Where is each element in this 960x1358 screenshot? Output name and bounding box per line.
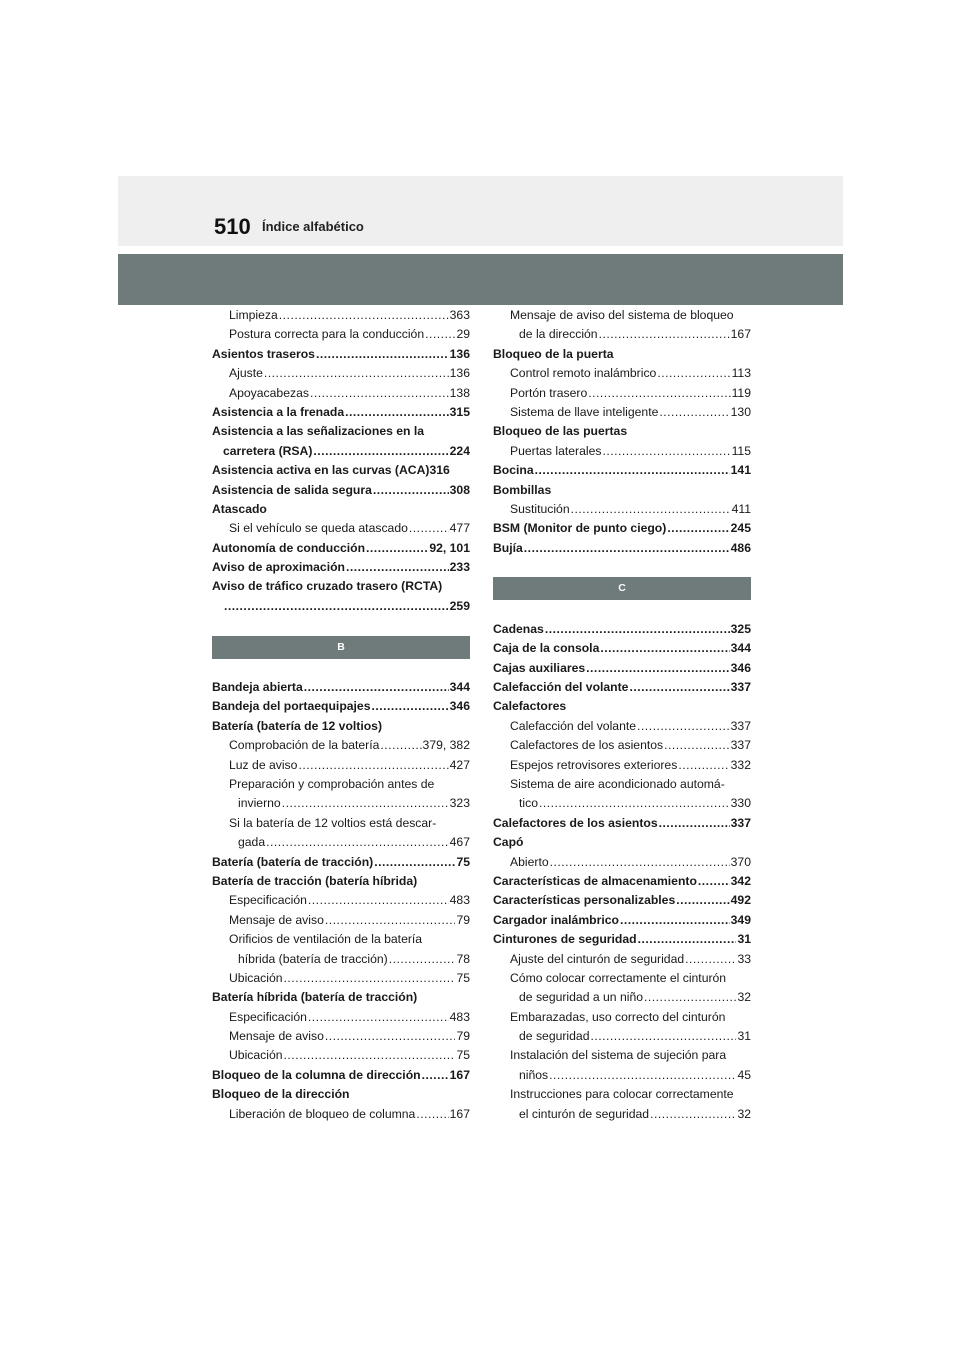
page-number: 510 [214, 214, 251, 239]
entry-page: 323 [449, 796, 470, 811]
dot-leader [535, 461, 730, 480]
index-entry [212, 717, 470, 736]
entry-page: 167 [449, 1106, 470, 1121]
dot-leader [676, 891, 729, 910]
entry-term: Mensaje de aviso del sistema de bloqueo [510, 308, 734, 322]
index-entry [212, 853, 470, 872]
index-entry [493, 678, 751, 697]
entry-page: 167 [449, 1067, 470, 1082]
entry-term: Sistema de llave inteligente [510, 404, 659, 419]
entry-term: Bloqueo de la dirección [212, 1087, 350, 1102]
dot-leader [659, 814, 730, 833]
entry-page: 130 [730, 404, 751, 419]
entry-term: Batería de tracción (batería híbrida) [212, 873, 418, 888]
entry-term: híbrida (batería de tracción) [238, 951, 388, 966]
entry-term: gada [238, 835, 266, 850]
entry-term: Limpieza [229, 308, 278, 322]
entry-term: Mensaje de aviso [229, 1029, 324, 1044]
entry-term: Espejos retrovisores exteriores [510, 757, 678, 772]
header-dark-band [118, 254, 843, 305]
dot-leader [371, 697, 448, 716]
entry-page: 315 [449, 404, 470, 419]
dot-leader [325, 911, 456, 930]
entry-term: Portón trasero [510, 385, 588, 400]
index-entry [212, 558, 470, 577]
entry-page: 119 [731, 385, 751, 400]
index-entry [493, 794, 751, 813]
index-entry [493, 500, 751, 519]
entry-page: 136 [449, 366, 470, 381]
entry-term: de seguridad a un niño [519, 990, 644, 1005]
entry-page: 224 [449, 443, 470, 458]
entry-page: 337 [730, 718, 751, 733]
index-entry [212, 833, 470, 852]
entry-term: Abierto [510, 854, 549, 869]
entry-term: Asistencia a las señalizaciones en la [212, 424, 425, 439]
entry-page: 332 [730, 757, 751, 772]
entry-term: Batería (batería de 12 voltios) [212, 718, 383, 733]
index-entry [212, 1066, 470, 1085]
index-entry [493, 659, 751, 678]
entry-term: Bandeja abierta [212, 680, 303, 695]
entry-term: Bombillas [493, 482, 552, 497]
entry-term: Liberación de bloqueo de columna [229, 1106, 416, 1121]
index-entry [493, 325, 751, 344]
dot-leader [389, 950, 456, 969]
entry-term: Autonomía de conducción [212, 540, 366, 555]
entry-page: 32 [737, 990, 751, 1005]
dot-leader [310, 384, 449, 403]
dot-leader [667, 519, 729, 538]
entry-page: 75 [456, 854, 470, 869]
entry-page: 344 [449, 680, 470, 695]
entry-term: invierno [238, 796, 281, 811]
entry-term: Bloqueo de la columna de dirección [212, 1067, 421, 1082]
dot-leader [284, 1046, 456, 1065]
entry-page: 33 [737, 951, 751, 966]
entry-term: tico [519, 796, 538, 811]
dot-leader [600, 639, 729, 658]
entry-term: Mensaje de aviso [229, 912, 324, 927]
index-entry [493, 1008, 751, 1027]
entry-term: Ajuste [229, 366, 263, 381]
index-entry [212, 814, 470, 833]
entry-term: Bloqueo de la puerta [493, 346, 614, 361]
entry-term: Batería (batería de tracción) [212, 854, 374, 869]
index-entry [493, 384, 751, 403]
dot-leader [588, 384, 730, 403]
index-entry [493, 620, 751, 639]
index-entry [493, 422, 751, 441]
entry-term: Cinturones de seguridad [493, 932, 637, 947]
entry-term: Atascado [212, 501, 267, 516]
entry-page: 233 [449, 560, 470, 575]
dot-leader [644, 988, 736, 1007]
index-entry [212, 911, 470, 930]
spacer [212, 616, 470, 635]
index-entry [493, 950, 751, 969]
index-entry [493, 1105, 751, 1124]
dot-leader [304, 678, 449, 697]
dot-leader [308, 891, 449, 910]
index-entry [493, 539, 751, 558]
entry-page: 31 [737, 932, 751, 947]
dot-leader [539, 794, 730, 813]
entry-page: 113 [731, 366, 751, 381]
dot-leader [545, 620, 730, 639]
entry-page: 79 [456, 912, 470, 927]
dot-leader [586, 659, 730, 678]
index-entry [493, 461, 751, 480]
dot-leader [602, 442, 730, 461]
index-entry [493, 364, 751, 383]
entry-page: 32 [737, 1106, 751, 1121]
entry-term: Asistencia a la frenada [212, 404, 345, 419]
entry-term: Ubicación [229, 970, 283, 985]
index-entry [212, 364, 470, 383]
entry-page: 483 [449, 893, 470, 908]
entry-term: Especificación [229, 893, 307, 908]
entry-term: Luz de aviso [229, 757, 298, 772]
entry-page: 363 [449, 308, 470, 322]
dot-leader [637, 717, 730, 736]
entry-term: Comprobación de la batería [229, 738, 380, 753]
index-entry [212, 930, 470, 949]
index-entry [493, 403, 751, 422]
index-entry [212, 306, 470, 325]
index-entry [493, 833, 751, 852]
dot-leader [650, 1105, 736, 1124]
index-entry [493, 736, 751, 755]
index-entry [212, 500, 470, 519]
dot-leader [313, 442, 448, 461]
index-entry [493, 756, 751, 775]
dot-leader [629, 678, 729, 697]
dot-leader [279, 306, 449, 325]
index-entry [212, 384, 470, 403]
entry-term: Calefactores [493, 699, 567, 714]
entry-term: Calefacción del volante [493, 680, 629, 695]
index-entry [493, 814, 751, 833]
dot-leader [422, 1066, 449, 1085]
entry-term: de seguridad [519, 1029, 590, 1044]
dot-leader [698, 872, 730, 891]
index-entry [212, 539, 470, 558]
entry-page: 337 [730, 680, 751, 695]
entry-term: Orificios de ventilación de la batería [229, 932, 423, 947]
entry-term: Asistencia activa en las curvas (ACA)316 [212, 463, 450, 478]
index-entry [493, 519, 751, 538]
index-entry [212, 950, 470, 969]
index-entry [212, 1085, 470, 1104]
index-entry [212, 1027, 470, 1046]
index-entry [493, 1027, 751, 1046]
entry-page: 427 [449, 757, 470, 772]
entry-term: Asientos traseros [212, 346, 315, 361]
index-entry [493, 1085, 751, 1104]
dot-leader [264, 364, 449, 383]
dot-leader [325, 1027, 456, 1046]
entry-page: 325 [730, 621, 751, 636]
entry-page: 141 [730, 463, 751, 478]
index-entry [212, 969, 470, 988]
dot-leader [638, 930, 737, 949]
entry-page: 379, 382 [422, 738, 470, 753]
index-entry [493, 717, 751, 736]
index-entry [493, 1046, 751, 1065]
index-entry [493, 775, 751, 794]
index-entry [212, 1008, 470, 1027]
entry-page: 349 [730, 912, 751, 927]
index-entry [212, 597, 470, 616]
dot-leader [346, 558, 449, 577]
entry-page: 477 [449, 521, 470, 536]
index-entry [212, 736, 470, 755]
index-entry [493, 969, 751, 988]
index-entry [493, 639, 751, 658]
index-entry [212, 345, 470, 364]
index-entry [212, 756, 470, 775]
entry-term: Instrucciones para colocar correctamente [510, 1087, 734, 1102]
entry-term: Asistencia de salida segura [212, 482, 372, 497]
entry-page: 330 [730, 796, 751, 811]
entry-term: Preparación y comprobación antes de [229, 776, 435, 791]
index-entry [212, 697, 470, 716]
spacer [212, 659, 470, 678]
index-entry [212, 442, 470, 461]
entry-term: Instalación del sistema de sujeción para [510, 1048, 727, 1063]
dot-leader [224, 597, 449, 616]
entry-page: 411 [731, 501, 751, 516]
entry-term: Si la batería de 12 voltios está descar- [229, 815, 437, 830]
entry-term: Batería híbrida (batería de tracción) [212, 990, 418, 1005]
index-entry [212, 1046, 470, 1065]
entry-term: Bandeja del portaequipajes [212, 699, 371, 714]
dot-leader [425, 325, 455, 344]
entry-term: Características de almacenamiento [493, 873, 697, 888]
index-entry [493, 911, 751, 930]
entry-term: Cargador inalámbrico [493, 912, 619, 927]
entry-term: BSM (Monitor de punto ciego) [493, 521, 667, 536]
dot-leader [409, 519, 449, 538]
entry-page: 342 [730, 873, 751, 888]
section-letter-c: C [493, 577, 751, 600]
entry-term: niños [519, 1067, 549, 1082]
entry-term: Aviso de aproximación [212, 560, 345, 575]
dot-leader [416, 1105, 448, 1124]
entry-term: Ubicación [229, 1048, 283, 1063]
index-entry [212, 1105, 470, 1124]
index-entry [212, 325, 470, 344]
index-entry [212, 988, 470, 1007]
dot-leader [373, 481, 449, 500]
dot-leader [685, 950, 736, 969]
entry-term: Puertas laterales [510, 443, 602, 458]
index-entry [212, 481, 470, 500]
index-entry [493, 481, 751, 500]
entry-term: Embarazadas, uso correcto del cinturón [510, 1009, 726, 1024]
entry-page: 308 [449, 482, 470, 497]
entry-page: 370 [730, 854, 751, 869]
index-entry [212, 403, 470, 422]
index-entry [493, 306, 751, 325]
entry-term: Sistema de aire acondicionado automá- [510, 776, 725, 791]
index-entry [493, 872, 751, 891]
entry-term: Calefactores de los asientos [493, 815, 658, 830]
spacer [493, 558, 751, 577]
entry-page: 346 [730, 660, 751, 675]
index-entry [493, 891, 751, 910]
index-entry [212, 891, 470, 910]
entry-term: el cinturón de seguridad [519, 1106, 650, 1121]
entry-page: 136 [449, 346, 470, 361]
index-entry [493, 853, 751, 872]
entry-term: Calefacción del volante [510, 718, 637, 733]
entry-page: 167 [730, 327, 751, 342]
entry-page: 75 [456, 1048, 470, 1063]
entry-page: 337 [730, 738, 751, 753]
dot-leader [571, 500, 731, 519]
dot-leader [282, 794, 449, 813]
index-entry [212, 794, 470, 813]
dot-leader [590, 1027, 736, 1046]
entry-page: 29 [456, 327, 470, 342]
section-letter-b: B [212, 636, 470, 659]
entry-page: 79 [456, 1029, 470, 1044]
entry-term: de la dirección [519, 327, 598, 342]
dot-leader [550, 853, 730, 872]
dot-leader [657, 364, 730, 383]
index-entry [212, 577, 470, 596]
entry-page: 492 [730, 893, 751, 908]
entry-page: 31 [737, 1029, 751, 1044]
entry-page: 344 [730, 641, 751, 656]
index-entry [493, 988, 751, 1007]
index-entry [212, 519, 470, 538]
index-column-right [493, 306, 751, 1124]
entry-term: Características personalizables [493, 893, 676, 908]
index-entry [493, 930, 751, 949]
entry-term: Cómo colocar correctamente el cinturón [510, 970, 727, 985]
dot-leader [308, 1008, 449, 1027]
entry-term: carretera (RSA) [223, 443, 313, 458]
index-column-left [212, 306, 470, 1124]
entry-term: Bloqueo de las puertas [493, 424, 628, 439]
entry-page: 259 [449, 598, 470, 613]
entry-page: 138 [449, 385, 470, 400]
dot-leader [524, 539, 730, 558]
index-entry [493, 1066, 751, 1085]
entry-page: 486 [730, 540, 751, 555]
index-entry [212, 461, 470, 480]
dot-leader [380, 736, 421, 755]
entry-term: Cadenas [493, 621, 544, 636]
entry-term: Capó [493, 835, 524, 850]
entry-page: 346 [449, 699, 470, 714]
entry-page: 78 [456, 951, 470, 966]
index-entry [212, 422, 470, 441]
index-entry [493, 345, 751, 364]
entry-term: Postura correcta para la conducción [229, 327, 425, 342]
dot-leader [266, 833, 449, 852]
entry-term: Apoyacabezas [229, 385, 309, 400]
entry-page: 337 [730, 815, 751, 830]
dot-leader [345, 403, 449, 422]
dot-leader [374, 853, 455, 872]
entry-term: Bocina [493, 463, 534, 478]
entry-page: 245 [730, 521, 751, 536]
dot-leader [664, 736, 730, 755]
entry-term: Sustitución [510, 501, 570, 516]
dot-leader [620, 911, 730, 930]
entry-page: 92, 101 [429, 540, 470, 555]
entry-page: 467 [449, 835, 470, 850]
spacer [493, 600, 751, 619]
entry-term: Aviso de tráfico cruzado trasero (RCTA) [212, 579, 443, 594]
index-entry [212, 775, 470, 794]
dot-leader [316, 345, 449, 364]
entry-page: 115 [731, 443, 751, 458]
entry-term: Cajas auxiliares [493, 660, 586, 675]
entry-term: Caja de la consola [493, 641, 600, 656]
entry-term: Ajuste del cinturón de seguridad [510, 951, 685, 966]
dot-leader [678, 756, 729, 775]
index-entry [493, 697, 751, 716]
dot-leader [659, 403, 729, 422]
dot-leader [599, 325, 730, 344]
dot-leader [366, 539, 428, 558]
index-entry [212, 678, 470, 697]
index-entry [212, 872, 470, 891]
dot-leader [549, 1066, 736, 1085]
entry-term: Control remoto inalámbrico [510, 366, 657, 381]
dot-leader [298, 756, 448, 775]
entry-term: Especificación [229, 1009, 307, 1024]
entry-term: Si el vehículo se queda atascado [229, 521, 408, 536]
entry-term: Calefactores de los asientos [510, 738, 664, 753]
entry-page: 75 [456, 970, 470, 985]
entry-term: Bujía [493, 540, 523, 555]
index-entry [493, 442, 751, 461]
dot-leader [284, 969, 456, 988]
section-title: Índice alfabético [262, 219, 364, 234]
entry-page: 45 [737, 1067, 751, 1082]
entry-page: 483 [449, 1009, 470, 1024]
